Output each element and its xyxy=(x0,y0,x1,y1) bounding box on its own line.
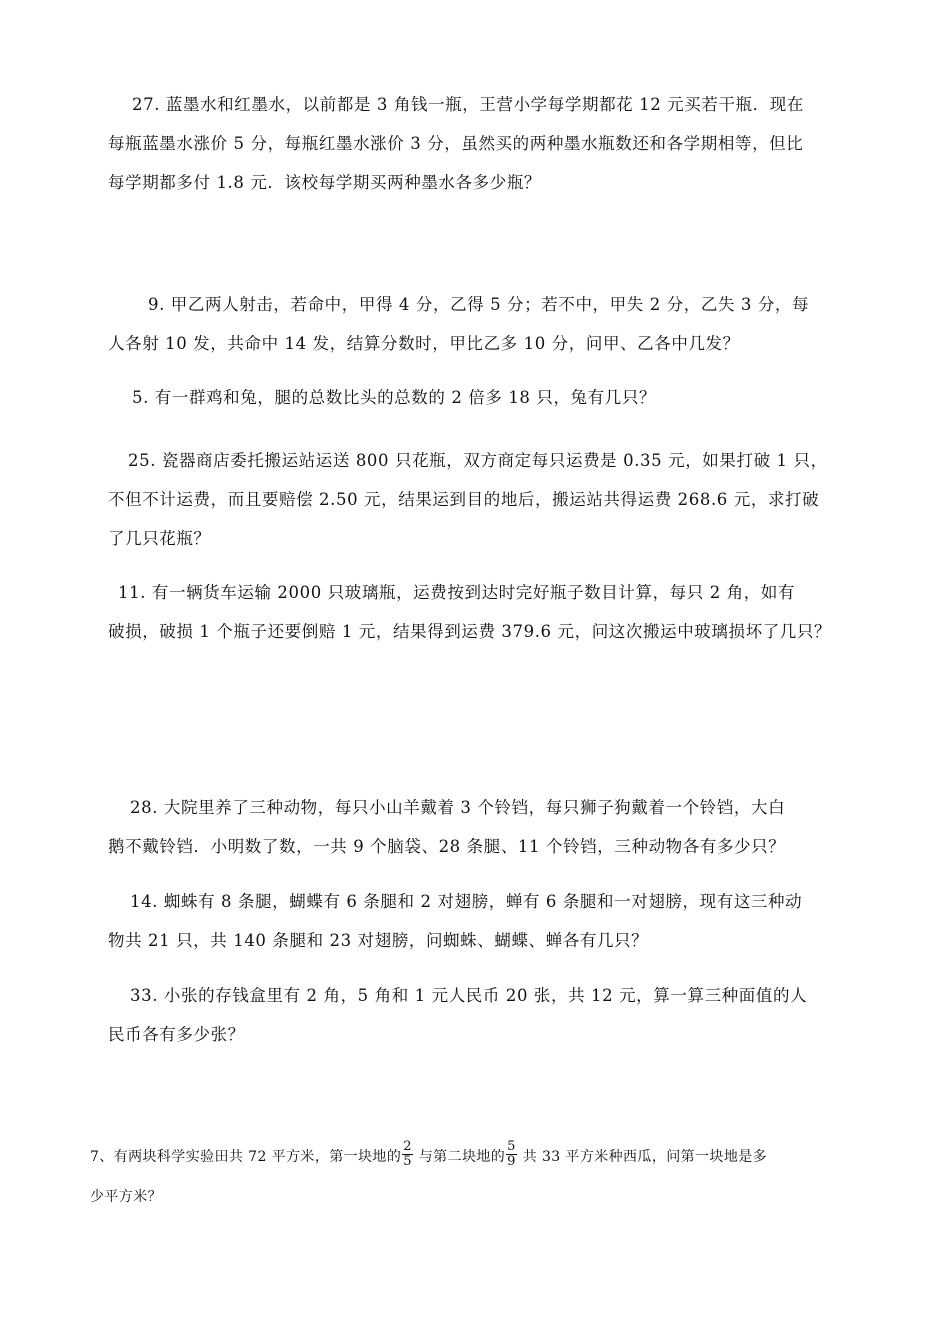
problem-7 xyxy=(90,1137,767,1217)
problem-line: 鹅不戴铃铛．小明数了数，一共 9 个脑袋、28 条腿、11 个铃铛，三种动物各有多少只？ xyxy=(108,837,786,856)
problem-28 xyxy=(108,788,785,866)
fraction-five-ninths xyxy=(506,1140,517,1169)
problem-line: 5. 有一群鸡和兔，腿的总数比头的总数的 2 倍多 18 只，兔有几只？ xyxy=(132,388,657,407)
problem-line: 人各射 10 发，共命中 14 发，结算分数时，甲比乙多 10 分，问甲、乙各中几发？ xyxy=(108,334,740,353)
problem-line: 每瓶蓝墨水涨价 5 分，每瓶红墨水涨价 3 分，虽然买的两种墨水瓶数还和各学期相等，但比 xyxy=(108,134,804,153)
problem-line: 了几只花瓶？ xyxy=(108,529,211,548)
problem-line: 物共 21 只，共 140 条腿和 23 对翅膀，问蜘蛛、蝴蝶、蝉各有几只？ xyxy=(108,931,649,950)
problem-text: 与第二块地的 xyxy=(418,1149,506,1165)
fraction-denominator: 9 xyxy=(507,1153,516,1169)
problem-line: 11. 有一辆货车运输 2000 只玻璃瓶，运费按到达时完好瓶子数目计算，每只 2 角，如有 xyxy=(118,583,796,602)
problem-line: 不但不计运费，而且要赔偿 2.50 元，结果运到目的地后，搬运站共得运费 268.6 元，求打破 xyxy=(108,490,820,509)
fraction-numerator: 5 xyxy=(507,1138,516,1154)
problem-text: 7、有两块科学实验田共 72 平方米，第一块地的 xyxy=(90,1149,402,1165)
fraction-denominator: 5 xyxy=(403,1153,412,1169)
problem-line: 民币各有多少张？ xyxy=(108,1025,245,1044)
problem-14 xyxy=(108,882,802,960)
problem-line: 25. 瓷器商店委托搬运站运送 800 只花瓶，双方商定每只运费是 0.35 元，如果打破 1 只， xyxy=(128,451,828,470)
problem-33 xyxy=(108,976,807,1054)
problem-line: 每学期都多付 1.8 元．该校每学期买两种墨水各多少瓶？ xyxy=(108,173,542,192)
problem-5 xyxy=(108,378,656,417)
problem-11 xyxy=(108,573,831,651)
fraction-two-fifths xyxy=(402,1140,413,1169)
problem-25 xyxy=(108,441,828,558)
problem-27 xyxy=(108,85,804,202)
problem-line: 14. 蜘蛛有 8 条腿，蝴蝶有 6 条腿和 2 对翅膀，蝉有 6 条腿和一对翅膀，现有这三种动 xyxy=(130,892,803,911)
problem-line: 9. 甲乙两人射击，若命中，甲得 4 分，乙得 5 分；若不中，甲失 2 分，乙失 3 分，每 xyxy=(148,295,810,314)
problem-9 xyxy=(108,285,809,363)
problem-line: 33. 小张的存钱盒里有 2 角，5 角和 1 元人民币 20 张，共 12 元，算一算三种面值的人 xyxy=(130,986,808,1005)
problem-line: 破损，破损 1 个瓶子还要倒赔 1 元，结果得到运费 379.6 元，问这次搬运中玻璃损坏了几只？ xyxy=(108,622,832,641)
problem-line: 少平方米？ xyxy=(90,1189,162,1205)
problem-line xyxy=(90,1137,767,1177)
fraction-numerator: 2 xyxy=(403,1138,412,1154)
problem-line: 28. 大院里养了三种动物，每只小山羊戴着 3 个铃铛，每只狮子狗戴着一个铃铛，大白 xyxy=(130,798,786,817)
problem-text: 共 33 平方米种西瓜，问第一块地是多 xyxy=(522,1149,768,1165)
problem-line: 27. 蓝墨水和红墨水，以前都是 3 角钱一瓶，王营小学每学期都花 12 元买若干瓶．现在 xyxy=(132,95,804,114)
